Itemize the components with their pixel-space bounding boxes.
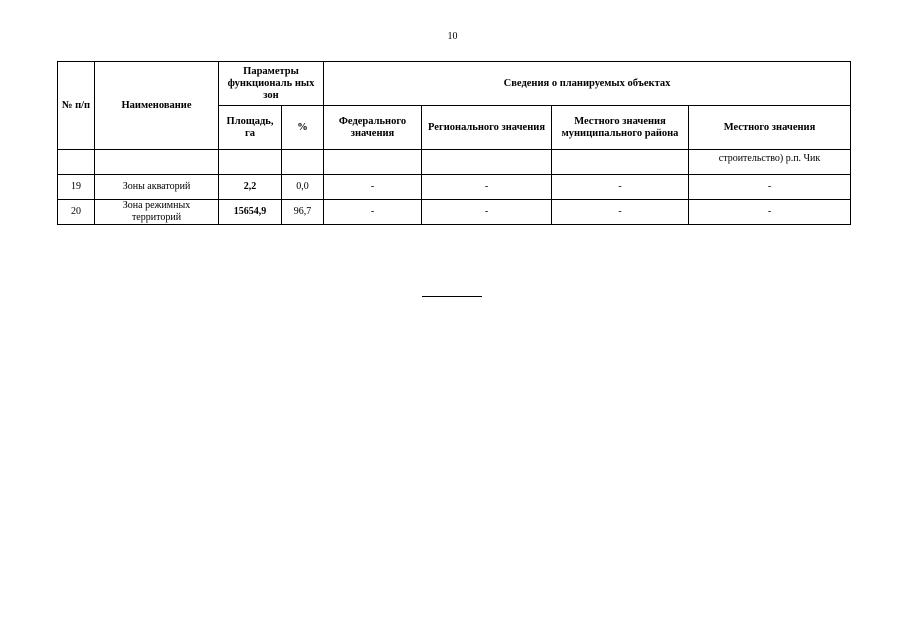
cell-name — [95, 150, 219, 175]
header-num: № п/п — [58, 62, 95, 150]
cell-local: - — [689, 200, 851, 225]
header-regional: Регионального значения — [422, 106, 552, 150]
cell-federal: - — [324, 175, 422, 200]
header-params: Параметры функциональ ных зон — [219, 62, 324, 106]
cell-area — [219, 150, 282, 175]
header-municipal: Местного значения муниципального района — [552, 106, 689, 150]
cell-regional: - — [422, 175, 552, 200]
header-area: Площадь, га — [219, 106, 282, 150]
cell-federal — [324, 150, 422, 175]
cell-local: строительство) р.п. Чик — [689, 150, 851, 175]
cell-municipal — [552, 150, 689, 175]
cell-num — [58, 150, 95, 175]
header-percent: % — [282, 106, 324, 150]
cell-num: 20 — [58, 200, 95, 225]
cell-percent: 0,0 — [282, 175, 324, 200]
header-name: Наименование — [95, 62, 219, 150]
cell-regional: - — [422, 200, 552, 225]
cell-num: 19 — [58, 175, 95, 200]
cell-area: 2,2 — [219, 175, 282, 200]
cell-name: Зоны акваторий — [95, 175, 219, 200]
continuation-row — [58, 150, 851, 175]
cell-percent — [282, 150, 324, 175]
page-number: 10 — [447, 31, 458, 42]
header-row-1 — [58, 62, 851, 106]
cell-municipal: - — [552, 175, 689, 200]
cell-name: Зона режимных территорий — [95, 200, 219, 225]
cell-percent: 96,7 — [282, 200, 324, 225]
cell-area: 15654,9 — [219, 200, 282, 225]
cell-regional — [422, 150, 552, 175]
table-row — [58, 175, 851, 200]
end-divider — [422, 296, 482, 297]
header-local: Местного значения — [689, 106, 851, 150]
cell-local: - — [689, 175, 851, 200]
cell-municipal: - — [552, 200, 689, 225]
cell-federal: - — [324, 200, 422, 225]
header-federal: Федерального значения — [324, 106, 422, 150]
table-row — [58, 200, 851, 225]
functional-zones-table — [57, 61, 851, 225]
header-planned-objects: Сведения о планируемых объектах — [324, 62, 851, 106]
